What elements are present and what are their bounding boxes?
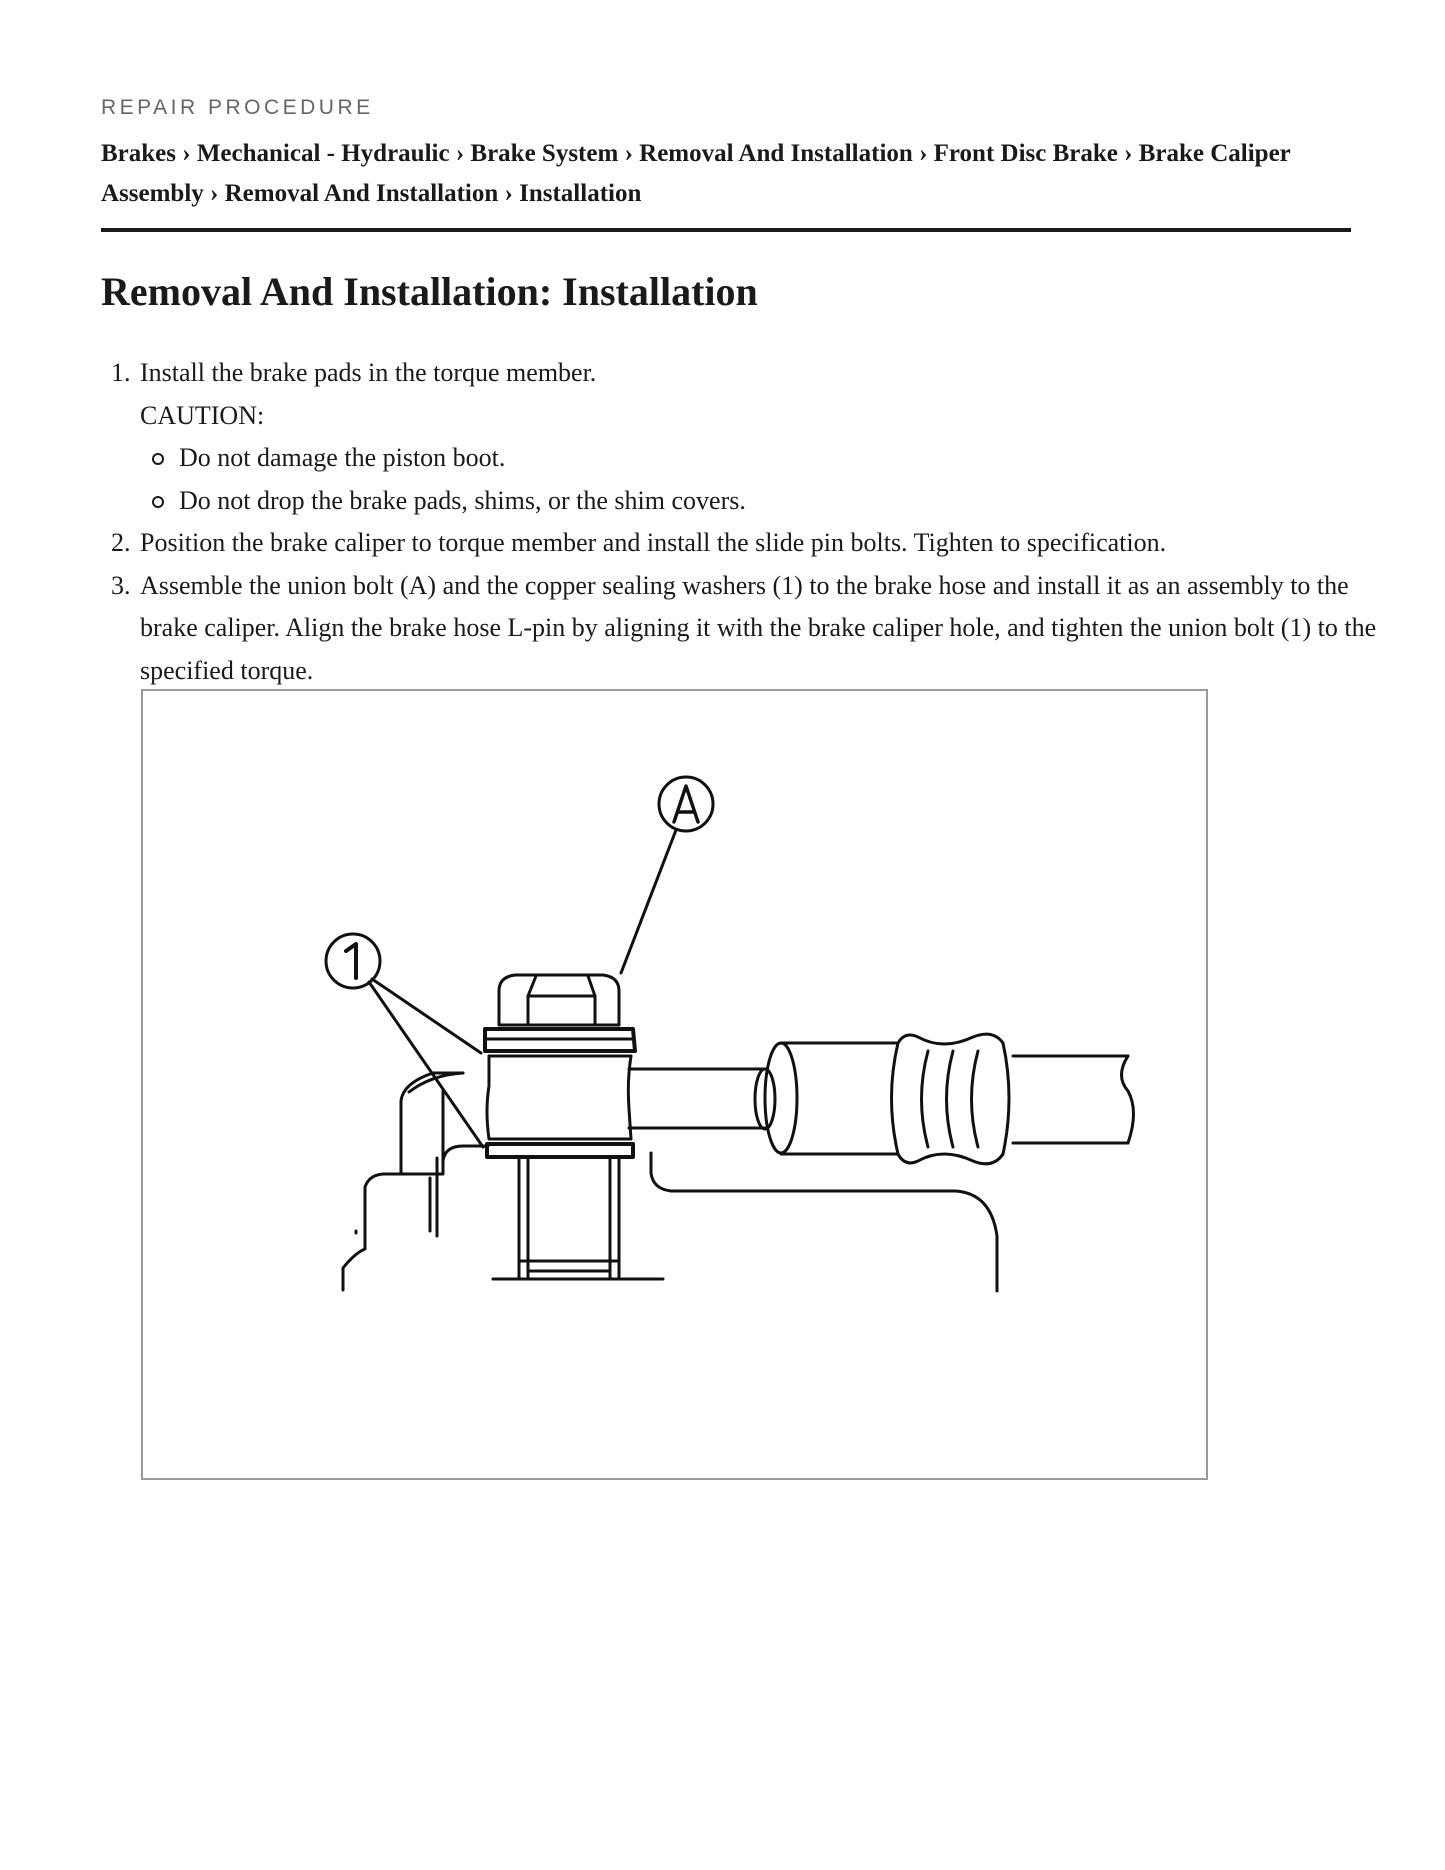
caliper-body-outline xyxy=(343,1073,997,1291)
step-text: Position the brake caliper to torque member and install the slide pin bolts. Tighten to specification. xyxy=(140,528,1167,557)
breadcrumb-separator: › xyxy=(1124,140,1133,167)
breadcrumb-item-current: Installation xyxy=(519,180,642,207)
breadcrumb-item[interactable]: Removal And Installation xyxy=(224,180,499,207)
step-item xyxy=(111,522,1390,565)
procedure-steps xyxy=(101,352,1390,692)
breadcrumb-item[interactable]: Brakes xyxy=(101,140,176,167)
step-text: Assemble the union bolt (A) and the copper sealing washers (1) to the brake hose and install it as an assembly to the brake caliper. Align the brake hose L-pin by aligning it with the brake caliper hole, and tighten the union bolt (1) to the specified torque. xyxy=(140,570,1377,685)
breadcrumb xyxy=(101,134,1351,214)
page-title: Removal And Installation: Installation xyxy=(101,269,758,314)
bullet-circle-icon xyxy=(152,496,164,508)
step-text: Install the brake pads in the torque member. xyxy=(140,358,597,387)
union-bolt-illustration xyxy=(141,689,1208,1480)
caution-text: Do not drop the brake pads, shims, or the shim covers. xyxy=(179,485,746,515)
breadcrumb-item[interactable]: Mechanical - Hydraulic xyxy=(196,140,450,167)
breadcrumb-item[interactable]: Front Disc Brake xyxy=(933,140,1118,167)
caution-list xyxy=(140,437,1390,522)
breadcrumb-separator: › xyxy=(182,140,191,167)
breadcrumb-separator: › xyxy=(919,140,928,167)
brake-hose xyxy=(629,1034,1134,1164)
breadcrumb-separator: › xyxy=(210,180,219,207)
breadcrumb-item[interactable]: Removal And Installation xyxy=(639,140,913,167)
callout-a xyxy=(621,777,713,973)
breadcrumb-separator: › xyxy=(504,180,513,207)
step-item xyxy=(111,352,1390,522)
section-eyebrow: REPAIR PROCEDURE xyxy=(101,96,374,119)
header-divider xyxy=(101,228,1351,232)
step-item xyxy=(111,565,1390,693)
caution-item xyxy=(179,480,1390,523)
breadcrumb-separator: › xyxy=(624,140,633,167)
brake-hose-union-bolt-drawing xyxy=(143,691,1206,1478)
breadcrumb-item[interactable]: Brake Caliper Assembly xyxy=(101,140,1291,207)
caution-label: CAUTION: xyxy=(140,400,265,430)
breadcrumb-separator: › xyxy=(455,140,465,167)
breadcrumb-item[interactable]: Brake System xyxy=(470,140,619,167)
step-number: 1. xyxy=(111,358,131,387)
bullet-circle-icon xyxy=(152,453,164,465)
caution-text: Do not damage the piston boot. xyxy=(179,443,506,472)
step-number: 2. xyxy=(111,528,131,557)
step-number: 3. xyxy=(111,570,131,600)
callout-1 xyxy=(326,934,483,1147)
union-bolt xyxy=(485,975,635,1279)
caution-item xyxy=(179,437,1390,480)
